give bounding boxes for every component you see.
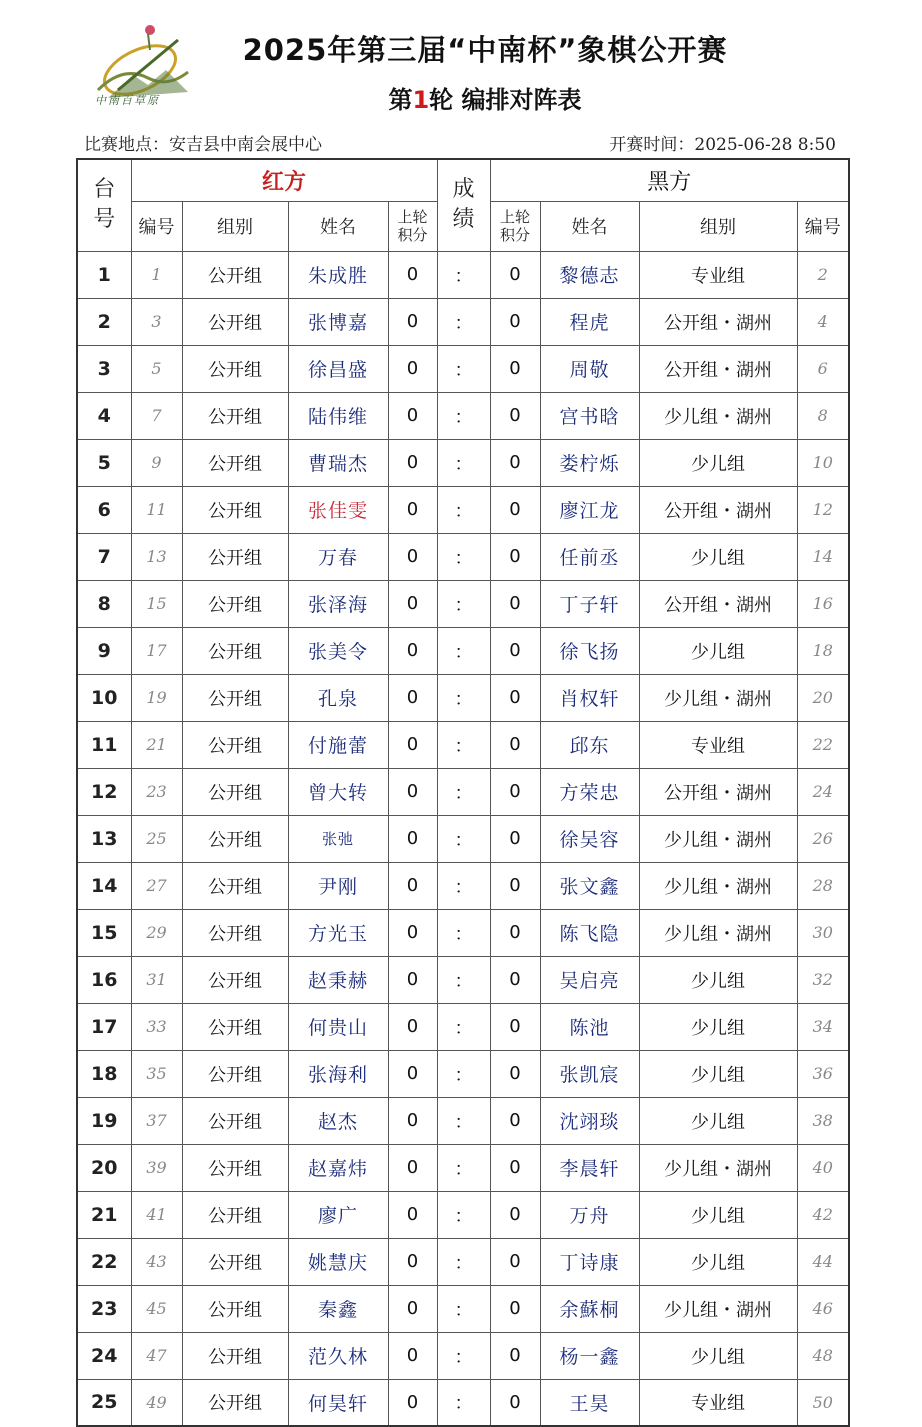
black-player-group: 少儿组・湖州 (639, 815, 797, 862)
round-suffix: 轮 编排对阵表 (429, 86, 582, 114)
black-prev-score: 0 (490, 439, 540, 486)
red-prev-score: 0 (388, 1097, 437, 1144)
red-prev-score: 0 (388, 956, 437, 1003)
red-player-number: 25 (131, 815, 182, 862)
red-prev-score: 0 (388, 721, 437, 768)
black-prev-score: 0 (490, 345, 540, 392)
result-separator: ： (437, 1144, 490, 1191)
black-player-name: 方荣忠 (540, 768, 639, 815)
table-number: 25 (77, 1379, 131, 1426)
black-player-name: 黎德志 (540, 251, 639, 298)
red-player-number: 27 (131, 862, 182, 909)
red-player-name: 朱成胜 (288, 251, 388, 298)
pairings-table (76, 158, 850, 1427)
black-player-group: 少儿组 (639, 956, 797, 1003)
black-prev-score: 0 (490, 486, 540, 533)
result-separator: ： (437, 1285, 490, 1332)
red-player-number: 17 (131, 627, 182, 674)
red-player-number: 23 (131, 768, 182, 815)
red-player-group: 公开组 (182, 909, 288, 956)
round-prefix: 第 (388, 86, 413, 114)
red-player-name: 廖广 (288, 1191, 388, 1238)
black-prev-score: 0 (490, 1191, 540, 1238)
black-prev-score: 0 (490, 251, 540, 298)
result-separator: ： (437, 815, 490, 862)
table-row (77, 486, 849, 533)
black-player-name: 徐吴容 (540, 815, 639, 862)
result-separator: ： (437, 1003, 490, 1050)
result-separator: ： (437, 956, 490, 1003)
red-player-group: 公开组 (182, 1191, 288, 1238)
start-time-info: 开赛时间：2025-06-28 8:50 (609, 135, 836, 155)
black-player-name: 廖江龙 (540, 486, 639, 533)
red-prev-score: 0 (388, 862, 437, 909)
black-player-group: 专业组 (639, 1379, 797, 1426)
result-separator: ： (437, 298, 490, 345)
red-player-name: 张佳雯 (288, 486, 388, 533)
table-number: 9 (77, 627, 131, 674)
black-prev-score: 0 (490, 1050, 540, 1097)
black-prev-score: 0 (490, 862, 540, 909)
table-row (77, 1097, 849, 1144)
black-player-group: 少儿组 (639, 1097, 797, 1144)
red-player-name: 万春 (288, 533, 388, 580)
black-player-number: 10 (797, 439, 849, 486)
result-separator: ： (437, 674, 490, 721)
table-number: 11 (77, 721, 131, 768)
black-prev-score: 0 (490, 674, 540, 721)
black-player-group: 公开组・湖州 (639, 345, 797, 392)
black-player-number: 2 (797, 251, 849, 298)
black-group-header: 组别 (639, 201, 797, 251)
black-player-name: 余蘇桐 (540, 1285, 639, 1332)
table-number: 17 (77, 1003, 131, 1050)
result-separator: ： (437, 627, 490, 674)
black-player-number: 44 (797, 1238, 849, 1285)
red-player-number: 15 (131, 580, 182, 627)
result-separator: ： (437, 1379, 490, 1426)
black-player-number: 8 (797, 392, 849, 439)
black-number-header: 编号 (797, 201, 849, 251)
black-player-name: 周敬 (540, 345, 639, 392)
red-prev-score: 0 (388, 1238, 437, 1285)
red-prev-score: 0 (388, 909, 437, 956)
red-prev-score: 0 (388, 815, 437, 862)
black-player-group: 少儿组 (639, 1050, 797, 1097)
red-player-group: 公开组 (182, 533, 288, 580)
red-player-name: 范久林 (288, 1332, 388, 1379)
black-player-number: 40 (797, 1144, 849, 1191)
table-row (77, 909, 849, 956)
black-prev-score: 0 (490, 815, 540, 862)
black-prev-score: 0 (490, 1285, 540, 1332)
table-row (77, 1238, 849, 1285)
black-player-number: 42 (797, 1191, 849, 1238)
black-player-group: 少儿组・湖州 (639, 1285, 797, 1332)
black-player-number: 6 (797, 345, 849, 392)
black-player-name: 张凯宸 (540, 1050, 639, 1097)
table-number: 5 (77, 439, 131, 486)
red-player-group: 公开组 (182, 1144, 288, 1191)
result-separator: ： (437, 1050, 490, 1097)
red-player-group: 公开组 (182, 627, 288, 674)
black-player-number: 26 (797, 815, 849, 862)
result-separator: ： (437, 486, 490, 533)
black-player-number: 50 (797, 1379, 849, 1426)
red-player-name: 何贵山 (288, 1003, 388, 1050)
red-player-number: 13 (131, 533, 182, 580)
red-player-number: 33 (131, 1003, 182, 1050)
black-player-number: 46 (797, 1285, 849, 1332)
black-player-group: 少儿组 (639, 1238, 797, 1285)
black-player-name: 丁子轩 (540, 580, 639, 627)
table-row (77, 439, 849, 486)
red-player-number: 21 (131, 721, 182, 768)
red-prev-score: 0 (388, 486, 437, 533)
black-player-group: 少儿组・湖州 (639, 862, 797, 909)
black-prev-score: 0 (490, 1144, 540, 1191)
logo-text: 中南百草原 (95, 94, 160, 107)
black-prev-score: 0 (490, 1332, 540, 1379)
black-player-number: 38 (797, 1097, 849, 1144)
black-player-group: 少儿组 (639, 1003, 797, 1050)
red-prev-score: 0 (388, 1332, 437, 1379)
red-player-number: 45 (131, 1285, 182, 1332)
table-row (77, 1332, 849, 1379)
red-prev-score: 0 (388, 674, 437, 721)
red-prev-score: 0 (388, 1379, 437, 1426)
table-number: 22 (77, 1238, 131, 1285)
red-player-name: 陆伟维 (288, 392, 388, 439)
table-number: 19 (77, 1097, 131, 1144)
red-player-name: 付施蕾 (288, 721, 388, 768)
red-player-number: 47 (131, 1332, 182, 1379)
red-name-header: 姓名 (288, 201, 388, 251)
result-separator: ： (437, 1191, 490, 1238)
table-row (77, 1050, 849, 1097)
table-number: 24 (77, 1332, 131, 1379)
red-player-group: 公开组 (182, 1050, 288, 1097)
black-player-name: 丁诗康 (540, 1238, 639, 1285)
red-player-group: 公开组 (182, 1003, 288, 1050)
black-player-number: 16 (797, 580, 849, 627)
black-prev-score: 0 (490, 768, 540, 815)
red-prev-score: 0 (388, 298, 437, 345)
red-player-name: 曾大转 (288, 768, 388, 815)
black-prev-score-header: 上轮积分 (490, 201, 540, 251)
black-player-group: 公开组・湖州 (639, 298, 797, 345)
red-player-number: 49 (131, 1379, 182, 1426)
red-prev-score: 0 (388, 533, 437, 580)
red-player-name: 张弛 (288, 815, 388, 862)
red-prev-score: 0 (388, 1003, 437, 1050)
red-player-name: 孔泉 (288, 674, 388, 721)
black-prev-score: 0 (490, 1097, 540, 1144)
red-prev-score: 0 (388, 392, 437, 439)
table-row (77, 298, 849, 345)
round-subtitle (200, 80, 770, 115)
black-prev-score: 0 (490, 1238, 540, 1285)
red-prev-score: 0 (388, 1285, 437, 1332)
black-player-number: 34 (797, 1003, 849, 1050)
black-prev-score: 0 (490, 721, 540, 768)
red-player-group: 公开组 (182, 862, 288, 909)
black-player-group: 专业组 (639, 251, 797, 298)
red-prev-score: 0 (388, 768, 437, 815)
black-player-number: 12 (797, 486, 849, 533)
table-number: 23 (77, 1285, 131, 1332)
red-player-name: 张海利 (288, 1050, 388, 1097)
red-player-group: 公开组 (182, 956, 288, 1003)
black-prev-score: 0 (490, 1379, 540, 1426)
table-row (77, 627, 849, 674)
black-player-number: 48 (797, 1332, 849, 1379)
table-number: 3 (77, 345, 131, 392)
black-side-header: 黑方 (490, 159, 849, 201)
red-player-group: 公开组 (182, 768, 288, 815)
black-player-name: 王昊 (540, 1379, 639, 1426)
red-player-group: 公开组 (182, 1285, 288, 1332)
black-player-number: 22 (797, 721, 849, 768)
red-player-number: 9 (131, 439, 182, 486)
red-player-name: 姚慧庆 (288, 1238, 388, 1285)
result-separator: ： (437, 580, 490, 627)
table-row (77, 533, 849, 580)
black-player-name: 徐飞扬 (540, 627, 639, 674)
red-player-name: 张博嘉 (288, 298, 388, 345)
red-group-header: 组别 (182, 201, 288, 251)
red-player-group: 公开组 (182, 815, 288, 862)
black-prev-score: 0 (490, 909, 540, 956)
result-separator: ： (437, 768, 490, 815)
black-player-group: 少儿组 (639, 439, 797, 486)
result-separator: ： (437, 439, 490, 486)
round-number: 1 (412, 86, 430, 114)
table-number: 21 (77, 1191, 131, 1238)
table-number: 14 (77, 862, 131, 909)
red-player-group: 公开组 (182, 674, 288, 721)
black-player-name: 杨一鑫 (540, 1332, 639, 1379)
red-prev-score: 0 (388, 251, 437, 298)
result-separator: ： (437, 721, 490, 768)
black-prev-score: 0 (490, 298, 540, 345)
table-number: 8 (77, 580, 131, 627)
red-player-group: 公开组 (182, 1379, 288, 1426)
black-prev-score: 0 (490, 627, 540, 674)
black-player-name: 肖权轩 (540, 674, 639, 721)
red-player-group: 公开组 (182, 1097, 288, 1144)
result-separator: ： (437, 1097, 490, 1144)
black-player-name: 吴启亮 (540, 956, 639, 1003)
table-row (77, 251, 849, 298)
black-player-number: 32 (797, 956, 849, 1003)
black-player-name: 陈飞隐 (540, 909, 639, 956)
table-number: 4 (77, 392, 131, 439)
red-prev-score: 0 (388, 439, 437, 486)
red-player-name: 赵杰 (288, 1097, 388, 1144)
black-player-group: 公开组・湖州 (639, 768, 797, 815)
black-player-number: 36 (797, 1050, 849, 1097)
table-row (77, 768, 849, 815)
table-number-header: 台号 (77, 159, 131, 251)
black-player-group: 少儿组・湖州 (639, 1144, 797, 1191)
black-prev-score: 0 (490, 392, 540, 439)
table-row (77, 674, 849, 721)
black-player-group: 少儿组 (639, 627, 797, 674)
red-prev-score: 0 (388, 345, 437, 392)
black-player-group: 公开组・湖州 (639, 486, 797, 533)
result-header: 成绩 (437, 159, 490, 251)
red-player-group: 公开组 (182, 392, 288, 439)
black-prev-score: 0 (490, 1003, 540, 1050)
result-separator: ： (437, 1238, 490, 1285)
black-player-group: 少儿组・湖州 (639, 674, 797, 721)
result-separator: ： (437, 1332, 490, 1379)
red-player-name: 尹刚 (288, 862, 388, 909)
red-player-number: 3 (131, 298, 182, 345)
red-player-number: 39 (131, 1144, 182, 1191)
red-prev-score: 0 (388, 580, 437, 627)
red-player-group: 公开组 (182, 486, 288, 533)
table-number: 16 (77, 956, 131, 1003)
black-player-group: 专业组 (639, 721, 797, 768)
black-player-name: 程虎 (540, 298, 639, 345)
red-player-name: 曹瑞杰 (288, 439, 388, 486)
red-player-name: 赵嘉炜 (288, 1144, 388, 1191)
red-player-group: 公开组 (182, 1332, 288, 1379)
black-prev-score: 0 (490, 580, 540, 627)
table-row (77, 345, 849, 392)
black-player-number: 30 (797, 909, 849, 956)
black-player-number: 24 (797, 768, 849, 815)
red-player-name: 张美令 (288, 627, 388, 674)
table-row (77, 392, 849, 439)
black-player-name: 娄柠烁 (540, 439, 639, 486)
table-number: 10 (77, 674, 131, 721)
red-player-group: 公开组 (182, 251, 288, 298)
black-name-header: 姓名 (540, 201, 639, 251)
table-number: 18 (77, 1050, 131, 1097)
black-player-name: 李晨轩 (540, 1144, 639, 1191)
table-number: 2 (77, 298, 131, 345)
black-player-number: 20 (797, 674, 849, 721)
table-row (77, 1191, 849, 1238)
black-player-group: 少儿组 (639, 1332, 797, 1379)
red-player-group: 公开组 (182, 345, 288, 392)
red-prev-score: 0 (388, 1191, 437, 1238)
black-player-name: 沈翊琰 (540, 1097, 639, 1144)
red-player-number: 1 (131, 251, 182, 298)
black-prev-score: 0 (490, 956, 540, 1003)
red-player-name: 赵秉赫 (288, 956, 388, 1003)
table-row (77, 580, 849, 627)
table-number: 12 (77, 768, 131, 815)
red-player-number: 43 (131, 1238, 182, 1285)
black-player-group: 少儿组 (639, 533, 797, 580)
table-row (77, 815, 849, 862)
red-player-name: 秦鑫 (288, 1285, 388, 1332)
red-number-header: 编号 (131, 201, 182, 251)
black-player-name: 宫书晗 (540, 392, 639, 439)
table-number: 7 (77, 533, 131, 580)
result-separator: ： (437, 533, 490, 580)
table-row (77, 1003, 849, 1050)
venue-info: 比赛地点：安吉县中南会展中心 (84, 135, 322, 155)
red-player-number: 41 (131, 1191, 182, 1238)
red-side-header: 红方 (131, 159, 437, 201)
red-prev-score: 0 (388, 1144, 437, 1191)
red-player-name: 徐昌盛 (288, 345, 388, 392)
table-number: 13 (77, 815, 131, 862)
red-player-number: 35 (131, 1050, 182, 1097)
black-player-number: 18 (797, 627, 849, 674)
red-player-group: 公开组 (182, 439, 288, 486)
table-row (77, 1144, 849, 1191)
red-player-number: 11 (131, 486, 182, 533)
red-prev-score: 0 (388, 1050, 437, 1097)
red-player-number: 29 (131, 909, 182, 956)
black-player-name: 任前丞 (540, 533, 639, 580)
result-separator: ： (437, 251, 490, 298)
result-separator: ： (437, 909, 490, 956)
red-player-number: 7 (131, 392, 182, 439)
black-player-group: 少儿组・湖州 (639, 392, 797, 439)
black-player-group: 少儿组 (639, 1191, 797, 1238)
table-row (77, 862, 849, 909)
red-player-group: 公开组 (182, 721, 288, 768)
red-player-number: 37 (131, 1097, 182, 1144)
black-player-number: 14 (797, 533, 849, 580)
result-separator: ： (437, 345, 490, 392)
page-title: 2025年第三届“中南杯”象棋公开赛 (242, 33, 728, 67)
table-number: 6 (77, 486, 131, 533)
black-player-name: 陈池 (540, 1003, 639, 1050)
red-player-name: 张泽海 (288, 580, 388, 627)
red-player-group: 公开组 (182, 298, 288, 345)
red-prev-score-header: 上轮积分 (388, 201, 437, 251)
table-row (77, 1379, 849, 1426)
red-player-name: 方光玉 (288, 909, 388, 956)
black-prev-score: 0 (490, 533, 540, 580)
red-player-name: 何昊轩 (288, 1379, 388, 1426)
black-player-number: 28 (797, 862, 849, 909)
result-separator: ： (437, 392, 490, 439)
black-player-name: 万舟 (540, 1191, 639, 1238)
table-row (77, 1285, 849, 1332)
black-player-name: 张文鑫 (540, 862, 639, 909)
red-player-number: 5 (131, 345, 182, 392)
red-prev-score: 0 (388, 627, 437, 674)
black-player-name: 邱东 (540, 721, 639, 768)
table-number: 15 (77, 909, 131, 956)
black-player-group: 少儿组・湖州 (639, 909, 797, 956)
table-number: 1 (77, 251, 131, 298)
table-row (77, 721, 849, 768)
table-number: 20 (77, 1144, 131, 1191)
black-player-number: 4 (797, 298, 849, 345)
red-player-group: 公开组 (182, 1238, 288, 1285)
red-player-number: 19 (131, 674, 182, 721)
red-player-number: 31 (131, 956, 182, 1003)
red-player-group: 公开组 (182, 580, 288, 627)
result-separator: ： (437, 862, 490, 909)
table-row (77, 956, 849, 1003)
black-player-group: 公开组・湖州 (639, 580, 797, 627)
